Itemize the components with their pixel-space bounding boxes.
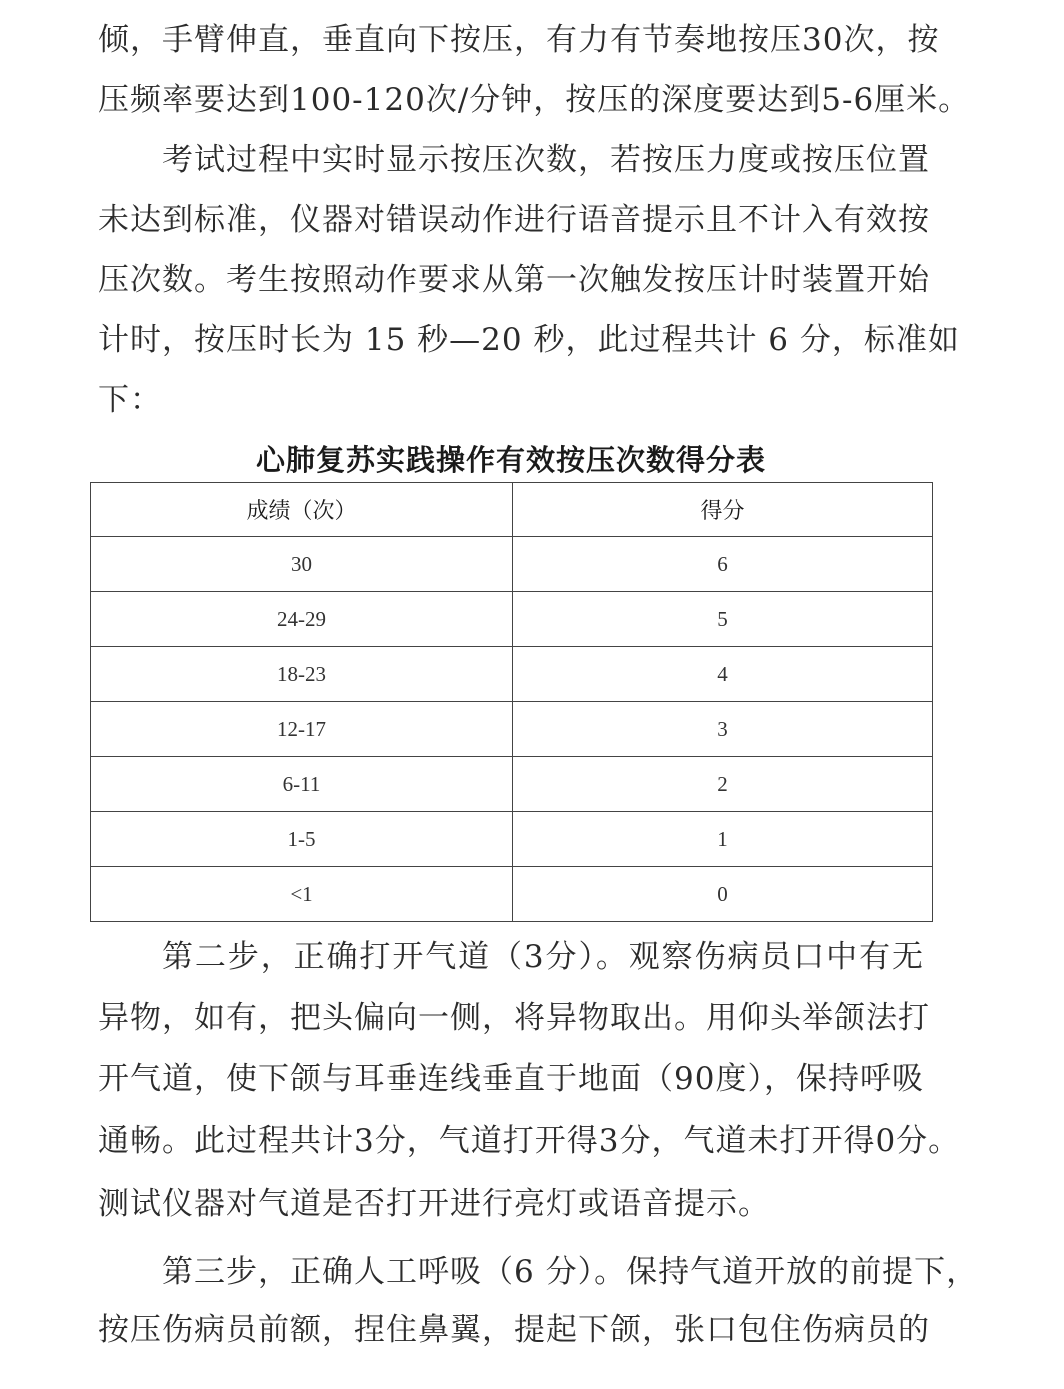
text-line: 第二步，正确打开气道（3分）。观察伤病员口中有无 [162,939,924,975]
text-line: 异物，如有，把头偏向一侧，将异物取出。用仰头举颌法打 [98,1000,930,1036]
cell-result: 30 [91,537,513,592]
cell-result: 18-23 [91,647,513,702]
text-line: 计时，按压时长为 15 秒—20 秒，此过程共计 6 分，标准如 [98,322,960,358]
cell-score: 3 [513,702,933,757]
cell-result: 24-29 [91,592,513,647]
table-row [91,592,933,647]
cell-score: 6 [513,537,933,592]
text-line: 按压伤病员前额，捏住鼻翼，提起下颌，张口包住伤病员的 [98,1312,930,1348]
text-line: 未达到标准，仪器对错误动作进行语音提示且不计入有效按 [98,202,930,238]
cell-result: <1 [91,867,513,922]
text-line: 通畅。此过程共计3分，气道打开得3分，气道未打开得0分。 [98,1123,961,1159]
table-row [91,757,933,812]
cell-result: 6-11 [91,757,513,812]
text-line: 开气道，使下颌与耳垂连线垂直于地面（90度），保持呼吸 [98,1061,924,1097]
cell-score: 1 [513,812,933,867]
table-row [91,647,933,702]
cell-score: 5 [513,592,933,647]
table-row [91,867,933,922]
cell-result: 1-5 [91,812,513,867]
text-line: 第三步，正确人工呼吸（6 分）。保持气道开放的前提下， [162,1254,979,1290]
score-table [90,482,933,922]
cell-result: 12-17 [91,702,513,757]
table-title: 心肺复苏实践操作有效按压次数得分表 [255,443,766,477]
header-cell-score: 得分 [513,483,933,537]
table-row [91,537,933,592]
cell-score: 2 [513,757,933,812]
cell-score: 4 [513,647,933,702]
text-line: 压次数。考生按照动作要求从第一次触发按压计时装置开始 [98,262,930,298]
table-header-row [91,483,933,537]
text-line: 倾，手臂伸直，垂直向下按压，有力有节奏地按压30次，按 [98,22,940,58]
header-cell-result: 成绩（次） [91,483,513,537]
cell-score: 0 [513,867,933,922]
text-line: 压频率要达到100-120次/分钟，按压的深度要达到5-6厘米。 [98,82,971,118]
text-line: 下： [98,382,162,418]
table-row [91,812,933,867]
text-line: 测试仪器对气道是否打开进行亮灯或语音提示。 [98,1186,770,1222]
text-line: 考试过程中实时显示按压次数，若按压力度或按压位置 [162,142,930,178]
table-row [91,702,933,757]
